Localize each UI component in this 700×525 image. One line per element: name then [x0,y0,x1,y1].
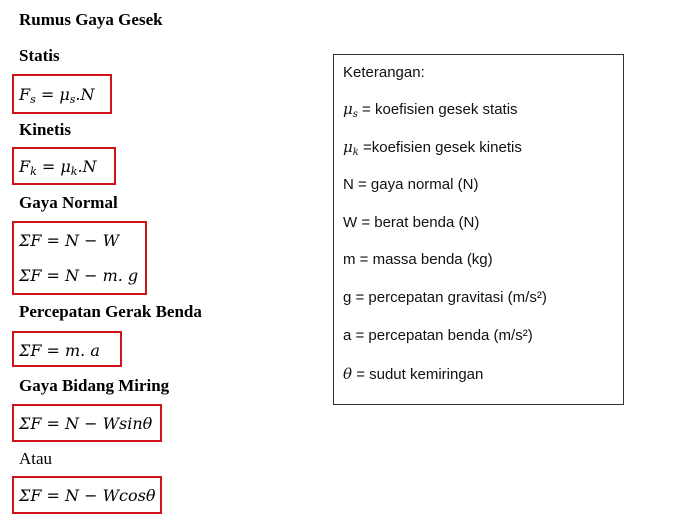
formula-box-atau [12,476,162,514]
formula-kinetis [19,157,97,178]
heading-gaya-normal: Gaya Normal [19,193,118,212]
formula-coef-sub: s [69,93,76,106]
heading-percepatan: Percepatan Gerak Benda [19,302,202,321]
legend-title: Keterangan: [343,64,425,81]
heading-bidang-miring: Gaya Bidang Miring [19,376,170,395]
formula-rest: .N [77,157,97,176]
legend-mu-k-text: =koefisien gesek kinetis [358,139,522,156]
legend-w: W = berat benda (N) [343,214,480,231]
formula-gaya-normal-2: ΣF = N − m. g [19,266,139,285]
formula-eq: = [35,85,60,104]
legend-theta [343,365,483,383]
legend-mu-s-text: = koefisien gesek statis [357,101,518,118]
legend-mu-k [343,138,522,158]
formula-box-kinetis [12,147,116,185]
formula-statis [19,85,95,106]
formula-bidang-miring: ΣF = N − Wsinθ [19,414,153,433]
legend-mu-k-sub: k [352,147,359,158]
formula-box-bidang-miring [12,404,162,442]
legend-mu-s-symbol: μ [343,100,353,118]
formula-coef-sub: k [70,165,78,178]
legend-box [333,54,624,405]
formula-rest: .N [75,85,95,104]
formula-box-gaya-normal [12,221,147,295]
formula-lhs: F [19,85,31,104]
legend-theta-symbol: θ [343,365,353,383]
heading-statis: Statis [19,46,60,65]
heading-kinetis: Kinetis [19,120,71,139]
legend-mu-s [343,100,518,120]
legend-n: N = gaya normal (N) [343,176,479,193]
page-title: Rumus Gaya Gesek [19,10,163,29]
formula-lhs: F [19,157,31,176]
label-atau: Atau [19,449,53,468]
legend-m: m = massa benda (kg) [343,251,493,268]
legend-theta-text: = sudut kemiringan [352,366,484,383]
formula-eq: = [36,157,61,176]
formula-box-statis [12,74,112,114]
formula-percepatan: ΣF = m. a [19,341,100,360]
formula-coef: μ [60,157,71,176]
formula-lhs-sub: s [30,93,36,106]
legend-g: g = percepatan gravitasi (m/s²) [343,289,547,306]
formula-atau: ΣF = N − Wcosθ [19,486,156,505]
legend-mu-s-sub: s [352,109,358,120]
legend-a: a = percepatan benda (m/s²) [343,327,533,344]
formula-box-percepatan [12,331,122,367]
formula-gaya-normal-1: ΣF = N − W [19,231,120,250]
formula-coef: μ [59,85,70,104]
formula-lhs-sub: k [30,165,37,178]
legend-mu-k-symbol: μ [343,138,353,156]
